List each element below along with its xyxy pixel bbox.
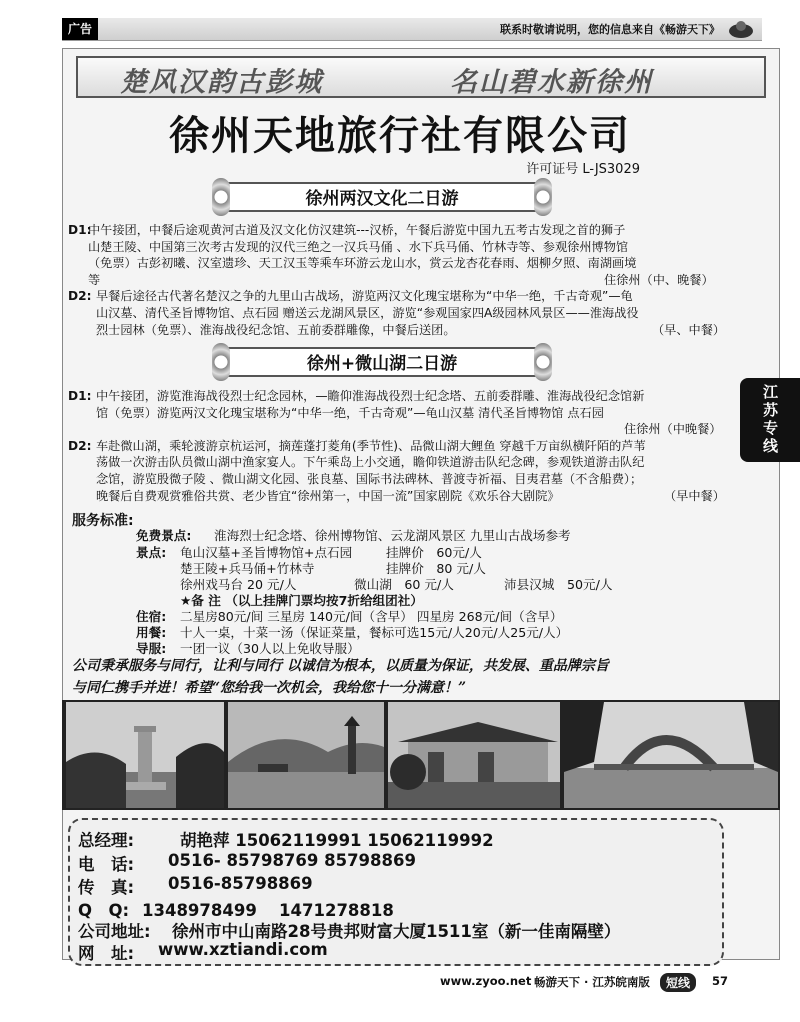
fax-number: 0516-85798869 [168,874,313,893]
lodging-text: 二星房80元/间 三星房 140元/间（含早） 四星房 268元/间（含早） [180,609,563,624]
tour1-day1-line: 中午接团，中餐后途观黄河古道及汉文化仿汉建筑---汉桥，午餐后游览中国九五考古发现之首的狮子 [88,223,626,237]
scenic-label: 景点: [136,545,167,560]
tour2-banner [212,343,552,381]
website-label: 网 址: [78,944,135,963]
tour1-title: 徐州两汉文化二日游 [305,189,459,209]
website-link[interactable]: www.xztiandi.com [158,940,328,959]
manager-label: 总经理: [78,831,135,850]
scenic-item-name: 龟山汉墓+圣旨博物馆+点石园 [180,545,353,560]
qq-number: 1348978499 1471278818 [142,901,394,920]
tour2-day1-note: 住徐州（中晚餐） [624,422,722,437]
meal-label: 用餐: [136,625,167,640]
manager-info: 胡艳萍 15062119991 15062119992 [180,831,494,850]
scenic-item-name: 楚王陵+兵马俑+竹林寺 [180,561,315,576]
company-address: 徐州市中山南路28号贵邦财富大厦1511室（新一佳南隔壁） [172,922,621,941]
arch-bridge-photo [564,702,778,808]
license-number: 许可证号 L-JS3029 [526,162,640,177]
motto-line: 公司秉承服务与同行，让利与同行 以诚信为根本，以质量为保证，共发展、重品牌宗旨 [72,658,609,674]
tour1-day1-line: （免票）古彭初曦、汉室遗珍、天工汉玉等乘车环游云龙山水，赏云龙杏花春雨、烟柳夕照、南湖画境 [88,256,637,271]
lake-pavilion-photo [228,702,384,808]
tower-memorial-photo [66,702,224,808]
tour2-day2-line: 念馆，游览殷微子陵 、微山湖文化园、张良墓、国际书法碑林、普渡寺祈福、目夷君墓（不含船费）； [96,472,643,486]
free-sites-label: 免费景点: [136,528,192,543]
phone-number: 0516- 85798769 85798869 [168,851,416,870]
tour1-day1-note: 住徐州（中、晚餐） [604,272,714,287]
footer-site[interactable]: www.zyoo.net [440,974,532,988]
page-number: 57 [712,974,729,988]
tour2-day1-label: D1: [68,389,92,403]
ad-tag: 广告 [62,18,98,40]
tour1-day1-line: 等 [88,272,101,287]
magazine-logo-icon [727,17,755,41]
tour1-day1-label: D1: [68,223,92,237]
side-tab-jiangsu: 江苏专线 [740,378,800,462]
motto-line: 与同仁携手并进！希望“您给我一次机会，我给您十一分满意！” [72,680,467,696]
lodging-label: 住宿: [136,609,167,624]
header-note: 联系时敬请说明，您的信息来自《畅游天下》 [500,23,720,36]
company-name: 徐州天地旅行社有限公司 [169,112,631,159]
tour2-title: 徐州+微山湖二日游 [306,354,458,374]
address-label: 公司地址: [78,922,151,941]
tour2-day2-label: D2: [68,438,92,453]
qq-label: Q Q: [78,901,130,920]
scenic-extra: 沛县汉城 50元/人 [504,577,613,592]
footer-publication: 畅游天下 · 江苏皖南版 [534,975,650,989]
scenic-extra: 徐州戏马台 20 元/人 [180,577,297,592]
service-title: 服务标准: [72,513,134,529]
tour2-day2-line: 晚餐后自费观赏雅俗共赏、老少皆宜“徐州第一，中国一流”国家剧院《欢乐谷大剧院》 [96,488,560,503]
tour1-day2-line: 早餐后途径古代著名楚汉之争的九里山古战场，游览两汉文化瑰宝堪称为“中华一绝，千古奇观”—龟 [96,289,633,304]
fax-label: 传 真: [78,878,135,897]
tour2-day1-line: 中午接团，游览淮海战役烈士纪念园林，—瞻仰淮海战役烈士纪念塔、五前委群雕、淮海战役纪念馆新 [96,389,645,403]
section-badge: 短线 [660,973,696,992]
tour1-day2-note: （早、中餐） [652,322,726,337]
tour1-day2-label: D2: [68,289,92,304]
tour2-day1-line: 馆（免票）游览两汉文化瑰宝堪称为“中华一绝，千古奇观”—龟山汉墓 清代圣旨博物馆 点石园 [96,405,604,420]
meal-text: 十人一桌，十菜一汤（保证菜量，餐标可选15元/人20元/人25元/人） [180,625,569,640]
free-sites-text: 淮海烈士纪念塔、徐州博物馆、云龙湖风景区 九里山古战场参考 [214,528,571,543]
scenic-item-price: 挂牌价 60元/人 [386,545,482,560]
scenic-item-price: 挂牌价 80 元/人 [386,561,486,576]
slogan-right: 名山碧水新徐州 [450,67,653,98]
scenic-extra: 微山湖 60 元/人 [354,577,454,592]
phone-label: 电 话: [78,855,135,874]
tour1-day1-line: 山楚王陵、中国第三次考古发现的汉代三绝之一汉兵马俑 、水下兵马俑、竹林寺等、参观徐州博物馆 [88,239,629,254]
price-remark: ★备 注 （以上挂牌门票均按7折给组团社） [180,593,423,608]
guide-label: 导服: [136,641,167,656]
guide-text: 一团一议（30人以上免收导服） [180,641,360,656]
tour2-day2-note: （早中餐） [664,488,725,503]
tour1-day2-line: 烈士园林（免票）、淮海战役纪念馆、五前委群雕像，中餐后送团。 [96,322,456,337]
tour1-day2-line: 山汉墓、清代圣旨博物馆、点石园 赠送云龙湖风景区，游览“参观国家四A级园林风景区——淮海战役 [96,306,639,320]
slogan-left: 楚风汉韵古彭城 [120,67,323,98]
tour2-day2-line: 荡做一次游击队员微山湖中渔家宴人。下午乘岛上小交通，瞻仰铁道游击队纪念碑，参观铁道游击队纪 [96,455,645,470]
traditional-building-photo [388,702,560,808]
tour2-day2-line: 车赴微山湖，乘轮渡游京杭运河，摘莲蓬打菱角(季节性)、品微山湖大鲤鱼 穿越千万亩纵横阡陌的芦苇 [96,438,646,453]
tour1-banner [212,178,552,216]
